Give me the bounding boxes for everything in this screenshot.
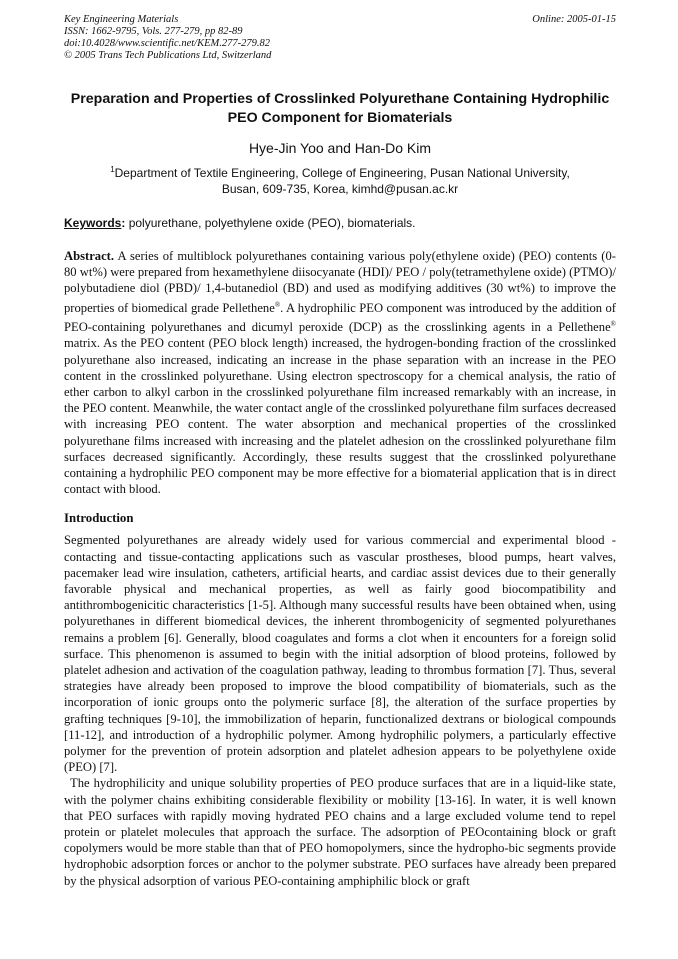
online-date: Online: 2005-01-15: [532, 14, 616, 25]
introduction-paragraph-1: Segmented polyurethanes are already widely used for various commercial and experimental blood -contacting and tissue-contacting applications such as vascular prostheses, blood pumps, heart valves, pacemaker lead wire insulation, catheters, artificial hearts, and cardiac assist devices due to their generally favorable physical and mechanical properties, as well as fairly good biocompatibility and antithrombogenicitic characteristics [1-5]. Although many successful results have been obtained when, using polyurethanes in different biomedical devices, the inherent thrombogenicity of segmented polyurethanes remains a problem [6]. Generally, blood coagulates and forms a clot when it encounters for a foreign solid surface. This phenomenon is assumed to begin with the initial adsorption of blood proteins, followed by platelet adhesion and activation of the coagulation pathway, leading to thrombus formation [7]. Thus, several strategies have already been proposed to improve the blood compatibility of biomaterials, such as the incorporation of ionic groups onto the polymeric surface [8], the alteration of the surface properties by grafting techniques [9-10], the immobilization of heparin, functionalized dextrans or biological compounds [11-12], and introduction of a hydrophilic polymer. Among hydrophilic polymers, a particularly effective polymer for the prevention of protein adsorption and platelet adhesion appears to be polyethylene oxide (PEO) [7].: [64, 533, 616, 775]
registered-mark-2: ®: [610, 320, 616, 328]
abstract: [64, 248, 616, 497]
keywords-colon: :: [121, 216, 126, 230]
abstract-text-3: matrix. As the PEO content (PEO block length) increased, the hydrogen-bonding fraction of the crosslinked polyurethane also increased, indicating an increase in the phase separation with an increase in the PEO content in the crosslinked polyurethane. Using electron spectroscopy for a chemical analysis, the ratio of ether carbon to alkyl carbon in the crosslinked polyurethane film increased remarkably with an increase, in the PEO content. Meanwhile, the water contact angle of the crosslinked polyurethane film surfaces decreased with increasing PEO content. The water absorption and mechanical properties of the crosslinked polyurethane films increased with increasing and the platelet adhesion on the crosslinked polyurethane film surfaces decreased significantly. Accordingly, these results suggest that the crosslinked polyurethane containing a hydrophilic PEO component may be more effective for a biomaterial application that is in direct contact with blood.: [64, 336, 616, 497]
paper-authors: Hye-Jin Yoo and Han-Do Kim: [248, 140, 432, 156]
abstract-text-2: . A hydrophilic PEO component was introduced by the addition of PEO-containing polyurethanes and dicumyl peroxide (DCP) as the crosslinking agents in a Pellethene: [64, 300, 616, 335]
keywords: [64, 216, 616, 230]
affiliation: [64, 162, 616, 197]
copyright-line: © 2005 Trans Tech Publications Ltd, Switzerland: [64, 50, 272, 61]
introduction-heading: Introduction: [64, 511, 134, 526]
paper-page: [64, 14, 616, 889]
journal-name: Key Engineering Materials: [64, 14, 179, 25]
affiliation-line-2: Busan, 609-735, Korea, kimhd@pusan.ac.kr: [221, 182, 459, 196]
journal-header: [64, 14, 616, 62]
doi-line: doi:10.4028/www.scientific.net/KEM.277-279.82: [64, 38, 270, 49]
affiliation-marker: 1: [110, 165, 115, 174]
paper-title: Preparation and Properties of Crosslinked Polyurethane Containing Hydrophilic PEO Component for Biomaterials: [70, 91, 610, 126]
registered-mark-1: ®: [274, 300, 281, 309]
issn-line: ISSN: 1662-9795, Vols. 277-279, pp 82-89: [64, 26, 243, 37]
affiliation-line-1: Department of Textile Engineering, College of Engineering, Pusan National University,: [114, 166, 570, 180]
introduction-paragraph-2: The hydrophilicity and unique solubility properties of PEO produce surfaces that are in a liquid-like state, with the polymer chains exhibiting considerable flexibility or mobility [13-16]. In water, it is well known that PEO surfaces with rapidly moving hydrated PEO chains and a large excluded volume tend to repel protein or platelet molecules that approach the surface. The adsorption of PEOcontaining block or graft copolymers would be more stable than that of PEO homopolymers, since the hydropho-bic segments provide hydrophobic adsorption forces or anchor to the polymer substrate. PEO surfaces have already been prepared by the physical adsorption of various PEO-containing amphiphilic block or graft: [64, 776, 616, 888]
abstract-label: Abstract.: [64, 249, 115, 263]
keywords-label: Keywords: [64, 216, 122, 230]
abstract-text-1: A series of multiblock polyurethanes containing various poly(ethylene oxide) (PEO) contents (0-80 wt%) were prepared from hexamethylene diisocyanate (HDI)/ PEO / poly(tetramethylene oxide) (PTMO)/ polybutadiene diol (PBD)/ 1,4-butanediol (BD) and used as modifying additives (30 wt%) to improve the properties of biomedical grade Pellethene: [64, 249, 616, 315]
keywords-text: polyurethane, polyethylene oxide (PEO), biomaterials.: [125, 216, 416, 230]
